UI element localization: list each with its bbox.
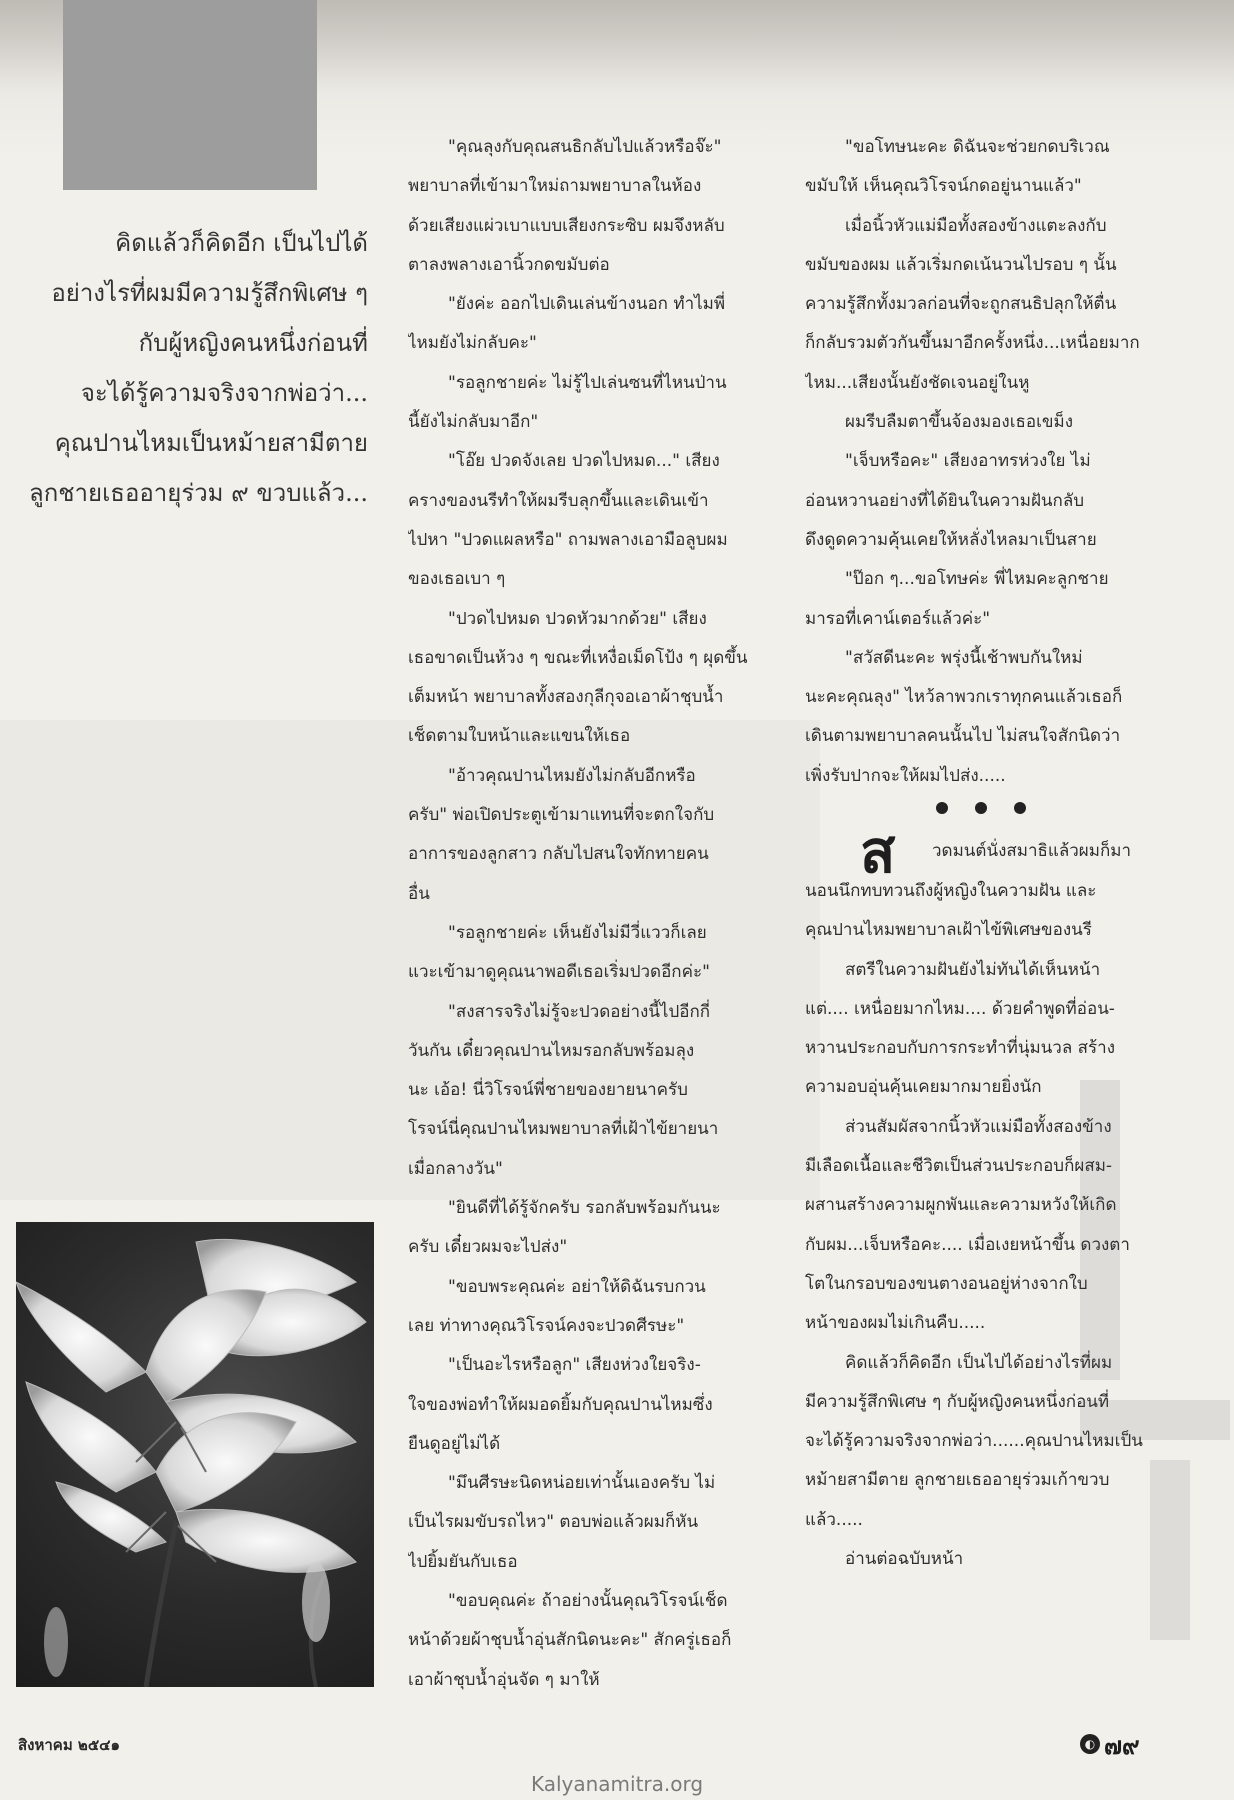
text-line: เมื่อกลางวัน" bbox=[408, 1158, 503, 1179]
dot-icon bbox=[1014, 802, 1026, 814]
text-line: ของเธอเบา ๆ bbox=[408, 569, 506, 590]
text-line: แล้ว..... bbox=[805, 1509, 863, 1530]
text-line: "คุณลุงกับคุณสนธิกลับไปแล้วหรือจ๊ะ" bbox=[448, 137, 722, 157]
text-line: ไปหา "ปวดแผลหรือ" ถามพลางเอามือลูบผม bbox=[408, 529, 728, 550]
text-line: "ยินดีที่ได้รู้จักครับ รอกลับพร้อมกันนะ bbox=[448, 1198, 721, 1219]
text-line: อื่น bbox=[408, 883, 430, 904]
gray-placeholder-box bbox=[63, 0, 317, 190]
text-line: แต่.... เหนื่อยมากไหม.... ด้วยคำพูดที่อ่อน- bbox=[805, 998, 1115, 1019]
text-line: เมื่อนิ้วหัวแม่มือทั้งสองข้างแตะลงกับ bbox=[845, 215, 1107, 236]
drop-cap-line bbox=[932, 832, 1160, 871]
text-line: ไหม...เสียงนั้นยังชัดเจนอยู่ในหู bbox=[805, 372, 1030, 393]
text-line: ส่วนสัมผัสจากนิ้วหัวแม่มือทั้งสองข้าง bbox=[845, 1116, 1112, 1137]
text-line: กับผม...เจ็บหรือคะ.... เมื่อเงยหน้าขึ้น ดวงตา bbox=[805, 1234, 1130, 1255]
text-line: ด้วยเสียงแผ่วเบาแบบเสียงกระซิบ ผมจึงหลับ bbox=[408, 215, 725, 236]
text-line: เอาผ้าชุบน้ำอุ่นจัด ๆ มาให้ bbox=[408, 1669, 600, 1690]
text-line: ครับ เดี๋ยวผมจะไปส่ง" bbox=[408, 1237, 568, 1258]
text-line: "โอ๊ย ปวดจังเลย ปวดไปหมด..." เสียง bbox=[448, 451, 720, 472]
text-line: หม้ายสามีตาย ลูกชายเธออายุร่วมเก้าขวบ bbox=[805, 1470, 1110, 1491]
text-line: โรจน์นี่คุณปานไหมพยาบาลที่เฝ้าไข้ยายนา bbox=[408, 1119, 719, 1140]
text-line: ขมับให้ เห็นคุณวิโรจน์กดอยู่นานแล้ว" bbox=[805, 176, 1082, 197]
text-line: นะ เอ้อ! นี่วิโรจน์พี่ชายของยายนาครับ bbox=[408, 1080, 688, 1101]
text-line: อ่อนหวานอย่างที่ได้ยินในความฝันกลับ bbox=[805, 490, 1085, 511]
background-title-graphic bbox=[1060, 1080, 1230, 1640]
dot-icon bbox=[975, 802, 987, 814]
text-line: "สงสารจริงไม่รู้จะปวดอย่างนี้ไปอีกกี่ bbox=[448, 1001, 711, 1022]
lily-flower-photo bbox=[16, 1222, 374, 1687]
text-line: มารอที่เคาน์เตอร์แล้วค่ะ" bbox=[805, 608, 991, 629]
pull-quote-line: คิดแล้วก็คิดอีก เป็นไปได้ bbox=[115, 229, 368, 257]
text-line: ผมรีบลืมตาขึ้นจ้องมองเธอเขม็ง bbox=[845, 412, 1074, 433]
text-line: เป็นไรผมขับรถไหว" ตอบพ่อแล้วผมก็หัน bbox=[408, 1512, 699, 1533]
text-line: ดึงดูดความคุ้นเคยให้หลั่งไหลมาเป็นสาย bbox=[805, 529, 1097, 550]
text-line: "อ้าวคุณปานไหมยังไม่กลับอีกหรือ bbox=[448, 765, 696, 786]
text-line: หน้าของผมไม่เกินคืบ..... bbox=[805, 1313, 986, 1334]
text-line: เพิ่งรับปากจะให้ผมไปส่ง..... bbox=[805, 765, 1006, 786]
page-marker-icon: ◐ bbox=[1080, 1734, 1100, 1754]
text-line: โตในกรอบของขนตางอนอยู่ห่างจากใบ bbox=[805, 1273, 1088, 1294]
page-number: ๗๙ bbox=[1104, 1732, 1140, 1760]
text-line: นอนนึกทบทวนถึงผู้หญิงในความฝัน และ bbox=[805, 881, 1097, 901]
pull-quote-line: คุณปานไหมเป็นหม้ายสามีตาย bbox=[54, 429, 368, 457]
text-line: ไหมยังไม่กลับคะ" bbox=[408, 333, 537, 354]
text-line: "ขอบคุณค่ะ ถ้าอย่างนั้นคุณวิโรจน์เช็ด bbox=[448, 1590, 728, 1611]
text-line: "เป็นอะไรหรือลูก" เสียงห่วงใยจริง- bbox=[448, 1355, 701, 1376]
text-line: แวะเข้ามาดูคุณนาพอดีเธอเริ่มปวดอีกค่ะ" bbox=[408, 962, 710, 983]
middle-text-column bbox=[408, 128, 764, 1700]
text-line: จะได้รู้ความจริงจากพ่อว่า......คุณปานไหมเป็น bbox=[805, 1431, 1143, 1452]
text-line: ใจของพ่อทำให้ผมอดยิ้มกับคุณปานไหมซึ่ง bbox=[408, 1394, 713, 1415]
text-line: "ปวดไปหมด ปวดหัวมากด้วย" เสียง bbox=[448, 608, 707, 629]
text-line: "เจ็บหรือคะ" เสียงอาทรห่วงใย ไม่ bbox=[845, 451, 1091, 472]
text-line: เธอขาดเป็นห้วง ๆ ขณะที่เหงื่อเม็ดโป้ง ๆ ผุดขึ้น bbox=[408, 647, 748, 668]
text-line: "ขอโทษนะคะ ดิฉันจะช่วยกดบริเวณ bbox=[845, 137, 1110, 157]
text-line: ครางของนรีทำให้ผมรีบลุกขึ้นและเดินเข้า bbox=[408, 490, 709, 511]
text-line: วันกัน เดี๋ยวคุณปานไหมรอกลับพร้อมลุง bbox=[408, 1040, 695, 1061]
text-line: อาการของลูกสาว กลับไปสนใจทักทายคน bbox=[408, 844, 709, 865]
text-line: สตรีในความฝันยังไม่ทันได้เห็นหน้า bbox=[845, 959, 1101, 980]
text-line: หน้าด้วยผ้าชุบน้ำอุ่นสักนิดนะคะ" สักครู่เธอก็ bbox=[408, 1630, 732, 1651]
text-line: พยาบาลที่เข้ามาใหม่ถามพยาบาลในห้อง bbox=[408, 176, 702, 197]
text-line: ขมับของผม แล้วเริ่มกดเน้นวนไปรอบ ๆ นั้น bbox=[805, 254, 1117, 275]
text-line: คุณปานไหมพยาบาลเฝ้าไข้พิเศษของนรี bbox=[805, 920, 1092, 941]
text-line: "รอลูกชายค่ะ เห็นยังไม่มีวี่แววก็เลย bbox=[448, 922, 707, 943]
pull-quote bbox=[14, 218, 368, 518]
pull-quote-line: กับผู้หญิงคนหนึ่งก่อนที่ bbox=[138, 329, 368, 357]
text-line: "ป๊อก ๆ...ขอโทษค่ะ พี่ไหมคะลูกชาย bbox=[845, 569, 1109, 590]
pull-quote-line: ลูกชายเธออายุร่วม ๙ ขวบแล้ว... bbox=[29, 479, 368, 507]
text-line: "รอลูกชายค่ะ ไม่รู้ไปเล่นซนที่ไหนป่าน bbox=[448, 372, 727, 393]
text-line: ความรู้สึกทั้งมวลก่อนที่จะถูกสนธิปลุกให้ตื่น bbox=[805, 294, 1117, 315]
text-line: ครับ" พ่อเปิดประตูเข้ามาแทนที่จะตกใจกับ bbox=[408, 805, 715, 826]
dot-icon bbox=[936, 802, 948, 814]
text-line: นะคะคุณลุง" ไหว้ลาพวกเราทุกคนแล้วเธอก็ bbox=[805, 687, 1123, 708]
text-line: นี้ยังไม่กลับมาอีก" bbox=[408, 412, 539, 433]
text-line: ผสานสร้างความผูกพันและความหวังให้เกิด bbox=[805, 1195, 1117, 1216]
text-line: เดินตามพยาบาลคนนั้นไป ไม่สนใจสักนิดว่า bbox=[805, 726, 1121, 747]
text-line: มีความรู้สึกพิเศษ ๆ กับผู้หญิงคนหนึ่งก่อนที่ bbox=[805, 1391, 1110, 1412]
section-divider-dots bbox=[936, 802, 1026, 816]
text-line: ก็กลับรวมตัวกันขึ้นมาอีกครั้งหนึ่ง...เหนื่อยมาก bbox=[805, 333, 1140, 354]
drop-cap: ส bbox=[860, 818, 896, 886]
text-line: เช็ดตามใบหน้าและแขนให้เธอ bbox=[408, 726, 631, 747]
text-line: "ยังค่ะ ออกไปเดินเล่นข้างนอก ทำไมพี่ bbox=[448, 294, 726, 315]
text-line: "สวัสดีนะคะ พรุ่งนี้เช้าพบกันใหม่ bbox=[845, 647, 1083, 668]
text-line: คิดแล้วก็คิดอีก เป็นไปได้อย่างไรที่ผม bbox=[845, 1352, 1113, 1373]
text-line: หวานประกอบกับการกระทำที่นุ่มนวล สร้าง bbox=[805, 1038, 1116, 1059]
text-line: อ่านต่อฉบับหน้า bbox=[845, 1549, 964, 1570]
text-line: เต็มหน้า พยาบาลทั้งสองกุลีกุจอเอาผ้าชุบน้ำ bbox=[408, 687, 724, 708]
text-line: ตาลงพลางเอานิ้วกดขมับต่อ bbox=[408, 254, 610, 275]
text-line: วดมนต์นั่งสมาธิแล้วผมก็มา bbox=[932, 841, 1132, 861]
text-line: "ขอบพระคุณค่ะ อย่าให้ดิฉันรบกวน bbox=[448, 1276, 706, 1297]
pull-quote-line: จะได้รู้ความจริงจากพ่อว่า... bbox=[80, 379, 368, 407]
text-line: ไปยิ้มยันกับเธอ bbox=[408, 1551, 518, 1572]
right-text-column-top bbox=[805, 128, 1160, 796]
lily-flower-icon bbox=[16, 1222, 374, 1687]
pull-quote-line: อย่างไรที่ผมมีความรู้สึกพิเศษ ๆ bbox=[51, 279, 368, 307]
text-line: ความอบอุ่นคุ้นเคยมากมายยิ่งนัก bbox=[805, 1077, 1042, 1098]
text-line: "มึนศีรษะนิดหน่อยเท่านั้นเองครับ ไม่ bbox=[448, 1473, 716, 1494]
text-line: มีเลือดเนื้อและชีวิตเป็นส่วนประกอบก็ผสม- bbox=[805, 1156, 1113, 1177]
text-line: ยืนดูอยู่ไม่ได้ bbox=[408, 1433, 501, 1454]
issue-date: สิงหาคม ๒๕๔๑ bbox=[18, 1736, 121, 1754]
text-line: เลย ท่าทางคุณวิโรจน์คงจะปวดศีรษะ" bbox=[408, 1315, 685, 1336]
watermark: Kalyanamitra.org bbox=[530, 1772, 704, 1796]
